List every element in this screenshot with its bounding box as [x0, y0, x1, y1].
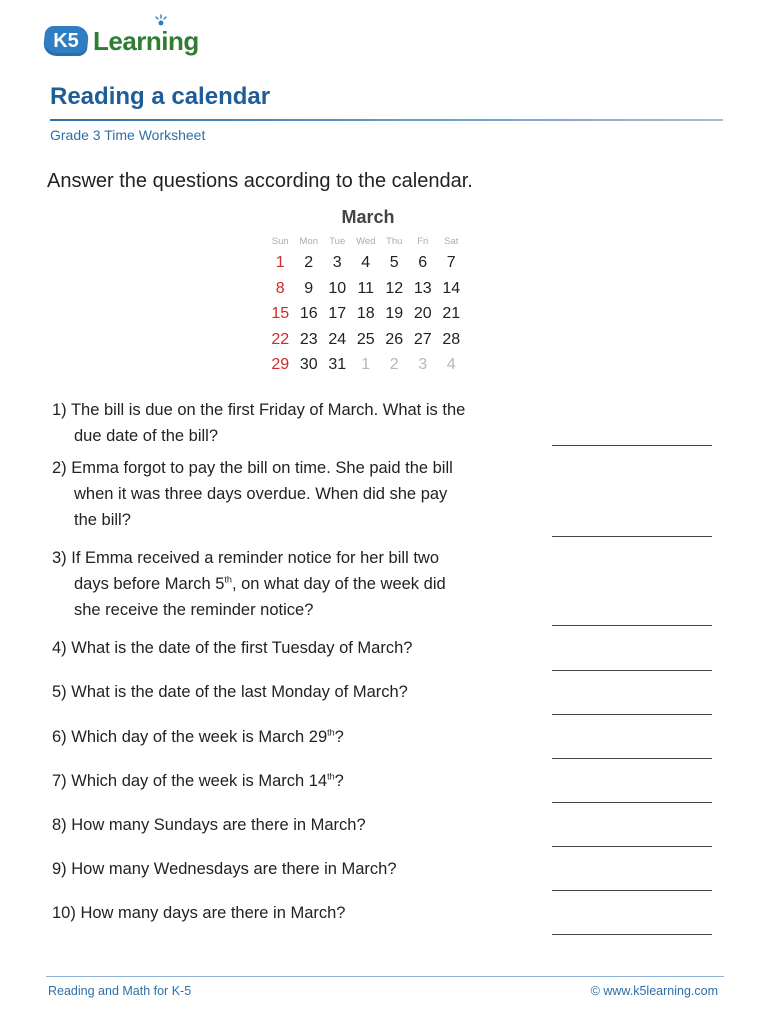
calendar-day: 26	[385, 330, 404, 348]
answer-blank-7[interactable]	[552, 802, 712, 803]
question-text: What is the date of the last Monday of March?	[71, 683, 408, 701]
question-text: due date of the bill?	[74, 427, 219, 445]
answer-blank-8[interactable]	[552, 846, 712, 847]
calendar-day-next-month: 3	[418, 356, 428, 374]
question-number: 6)	[52, 728, 67, 746]
logo-word: Learning	[93, 26, 199, 56]
calendar-day: 9	[304, 279, 314, 297]
calendar-day: 2	[304, 254, 314, 271]
page-title: Reading a calendar	[50, 83, 271, 110]
answer-blank-1[interactable]	[552, 445, 712, 446]
calendar-weekday-header: Thu	[386, 236, 403, 247]
calendar-day: 1	[275, 254, 285, 271]
question-1	[52, 397, 465, 449]
ordinal-suffix: th	[327, 771, 335, 782]
answer-blank-9[interactable]	[552, 890, 712, 891]
calendar-day-next-month: 1	[361, 356, 371, 374]
calendar-day: 15	[271, 305, 290, 323]
calendar-day: 19	[385, 305, 404, 323]
k5-learning-logo	[44, 18, 204, 58]
calendar-day: 21	[442, 305, 461, 323]
calendar-day: 11	[357, 279, 375, 297]
question-3	[52, 545, 446, 623]
calendar-day: 25	[356, 330, 375, 348]
calendar-day: 10	[328, 279, 347, 297]
calendar-day: 5	[389, 254, 399, 271]
question-9	[52, 856, 397, 882]
calendar-day: 27	[413, 330, 432, 348]
question-7	[52, 768, 344, 794]
question-text: when it was three days overdue. When did she pay	[74, 485, 448, 503]
calendar-day: 12	[385, 279, 404, 297]
question-text: If Emma received a reminder notice for her bill two	[71, 549, 439, 567]
question-text-line	[52, 571, 446, 597]
calendar-day: 20	[413, 305, 432, 323]
calendar-day-next-month: 2	[389, 356, 399, 374]
logo-sparkle-icon	[154, 14, 168, 28]
calendar-grid	[266, 234, 466, 378]
calendar-day: 8	[275, 279, 285, 297]
answer-blank-6[interactable]	[552, 758, 712, 759]
calendar-weekday-header: Sun	[271, 236, 289, 247]
calendar-day: 4	[361, 254, 371, 271]
question-text: she receive the reminder notice?	[74, 601, 314, 619]
question-text: Emma forgot to pay the bill on time. She paid the bill	[71, 459, 453, 477]
calendar-month: March	[341, 207, 395, 227]
question-number: 2)	[52, 459, 67, 477]
question-text: How many days are there in March?	[80, 904, 346, 922]
answer-blank-5[interactable]	[552, 714, 712, 715]
calendar-day: 14	[442, 279, 461, 297]
instructions: Answer the questions according to the calendar.	[47, 170, 473, 192]
calendar-day: 23	[299, 330, 318, 348]
question-text: Which day of the week is March 29	[71, 728, 328, 746]
question-number: 9)	[52, 860, 67, 878]
calendar-weekday-header: Mon	[299, 236, 318, 247]
question-number: 3)	[52, 549, 67, 567]
answer-blank-3[interactable]	[552, 625, 712, 626]
header-divider	[50, 119, 723, 121]
question-text: How many Wednesdays are there in March?	[71, 860, 397, 878]
calendar-day: 29	[271, 356, 290, 374]
question-number: 5)	[52, 683, 67, 701]
question-text: days before March 5	[74, 575, 225, 593]
calendar-day: 7	[446, 254, 456, 271]
question-2	[52, 455, 453, 533]
question-text: What is the date of the first Tuesday of March?	[71, 639, 413, 657]
calendar-weekday-header: Tue	[329, 236, 346, 247]
question-5	[52, 679, 408, 705]
calendar-day: 16	[299, 305, 318, 323]
calendar-day-next-month: 4	[446, 356, 456, 374]
page-subtitle: Grade 3 Time Worksheet	[50, 127, 206, 143]
calendar-weekday-header: Fri	[417, 236, 429, 247]
question-text: ?	[334, 728, 344, 746]
calendar-day: 24	[328, 330, 347, 348]
question-6	[52, 724, 344, 750]
calendar-day: 18	[356, 305, 375, 323]
question-text: , on what day of the week did	[231, 575, 446, 593]
calendar-day: 28	[442, 330, 461, 348]
ordinal-suffix: th	[224, 574, 232, 585]
footer-divider	[46, 976, 724, 977]
question-text: How many Sundays are there in March?	[71, 816, 366, 834]
ordinal-suffix: th	[327, 727, 335, 738]
calendar-day: 31	[328, 356, 347, 374]
question-text: The bill is due on the first Friday of March. What is the	[70, 401, 466, 419]
calendar-day: 13	[413, 279, 432, 297]
calendar-day: 22	[271, 330, 290, 348]
calendar-day: 3	[332, 254, 342, 271]
question-number: 4)	[52, 639, 67, 657]
calendar-weekday-header: Wed	[356, 236, 376, 247]
question-text: ?	[334, 772, 344, 790]
footer-left-text: Reading and Math for K-5	[48, 984, 192, 998]
calendar-day: 30	[299, 356, 318, 374]
question-text: the bill?	[74, 511, 131, 529]
footer-right-text: © www.k5learning.com	[590, 984, 718, 998]
question-number: 7)	[52, 772, 67, 790]
question-10	[52, 900, 345, 926]
calendar-weekday-header: Sat	[444, 236, 459, 247]
answer-blank-10[interactable]	[552, 934, 712, 935]
question-number: 8)	[52, 816, 67, 834]
answer-blank-4[interactable]	[552, 670, 712, 671]
question-number: 1)	[52, 401, 67, 419]
calendar-day: 6	[418, 254, 428, 271]
logo-badge	[42, 26, 89, 56]
question-text: Which day of the week is March 14	[71, 772, 328, 790]
logo-badge-text: K5	[53, 30, 79, 52]
question-8	[52, 812, 366, 838]
answer-blank-2[interactable]	[552, 536, 712, 537]
question-number: 10)	[52, 904, 76, 922]
question-4	[52, 635, 412, 661]
calendar-day: 17	[328, 305, 347, 323]
